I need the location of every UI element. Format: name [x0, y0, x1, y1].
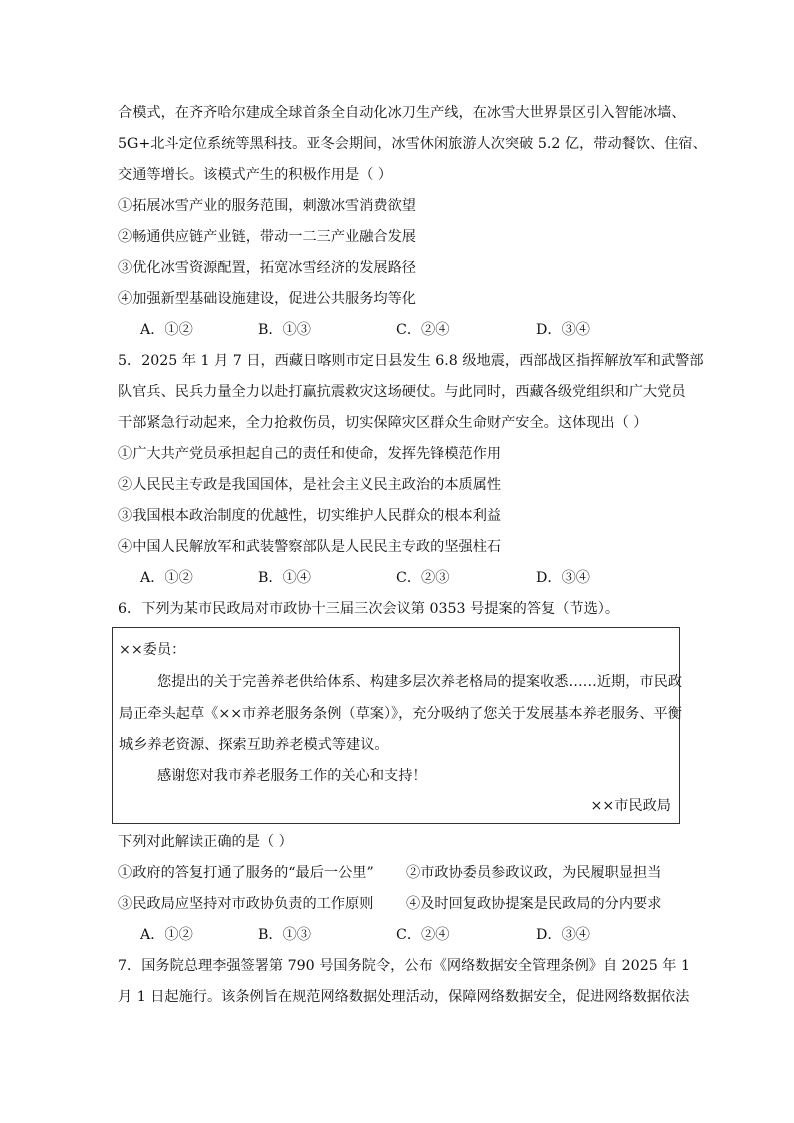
- q5-statement-1: ①广大共产党员承担起自己的责任和使命，发挥先锋模范作用: [118, 446, 502, 462]
- q6-box-body-line-2: 局正牵头起草《××市养老服务条例（草案）》，充分吸纳了您关于发展基本养老服务、平衡: [119, 706, 682, 722]
- q6-statement-4: ④及时回复政协提案是民政局的分内要求: [406, 896, 662, 912]
- q6-reply-box: [112, 627, 680, 824]
- q5-option-c: C．②③: [396, 570, 450, 586]
- q5-option-d: D．③④: [536, 570, 590, 586]
- q6-intro: 6．下列为某市民政局对市政协十三届三次会议第 0353 号提案的答复（节选）。: [118, 601, 620, 617]
- q5-option-b: B．①④: [258, 570, 311, 586]
- q6-box-signature: ××市民政局: [590, 798, 671, 814]
- q6-option-d: D．③④: [536, 927, 590, 943]
- q4-line-2: 5G+北斗定位系统等黑科技。亚冬会期间，冰雪休闲旅游人次突破 5.2 亿，带动餐饮、住宿、: [118, 136, 707, 152]
- q4-statement-4: ④加强新型基础设施建设，促进公共服务均等化: [118, 291, 416, 307]
- q4-option-c: C．②④: [396, 322, 450, 338]
- q5-line-3: 干部紧急行动起来，全力抢救伤员，切实保障灾区群众生命财产安全。这体现出（ ）: [118, 415, 648, 431]
- q4-statement-3: ③优化冰雪资源配置，拓宽冰雪经济的发展路径: [118, 260, 416, 276]
- q7-line-1: 7．国务院总理李强签署第 790 号国务院令，公布《网络数据安全管理条例》自 2025 年 1: [118, 958, 690, 974]
- q4-statement-1: ①拓展冰雪产业的服务范围，刺激冰雪消费欲望: [118, 198, 416, 214]
- q5-statement-4: ④中国人民解放军和武装警察部队是人民民主专政的坚强柱石: [118, 539, 502, 555]
- q6-box-body-line-1: 您提出的关于完善养老供给体系、构建多层次养老格局的提案收悉……近期，市民政: [157, 674, 682, 690]
- q6-option-a: A．①②: [140, 927, 193, 943]
- q6-option-b: B．①③: [258, 927, 311, 943]
- q6-box-body-line-3: 城乡养老资源、探索互助养老模式等建议。: [119, 737, 389, 753]
- q4-line-3: 交通等增长。该模式产生的积极作用是（ ）: [118, 167, 393, 183]
- q5-option-a: A．①②: [140, 570, 193, 586]
- q4-line-1: 合模式，在齐齐哈尔建成全球首条全自动化冰刀生产线，在冰雪大世界景区引入智能冰墙、: [118, 105, 686, 121]
- q5-line-1: 5．2025 年 1 月 7 日，西藏日喀则市定日县发生 6.8 级地震，西部战区指挥解放军和武警部: [118, 353, 704, 369]
- q4-option-a: A．①②: [140, 322, 193, 338]
- q6-option-c: C．②④: [396, 927, 450, 943]
- q4-statement-2: ②畅通供应链产业链，带动一二三产业融合发展: [118, 229, 416, 245]
- q6-box-salutation: ××委员：: [119, 642, 186, 658]
- q7-line-2: 月 1 日起施行。该条例旨在规范网络数据处理活动，保障网络数据安全，促进网络数据依法: [118, 989, 690, 1005]
- q6-statement-3: ③民政局应坚持对市政协负责的工作原则: [118, 896, 374, 912]
- q6-question: 下列对此解读正确的是（ ）: [118, 834, 293, 850]
- q5-statement-2: ②人民民主专政是我国国体，是社会主义民主政治的本质属性: [118, 477, 502, 493]
- q6-box-thanks: 感谢您对我市养老服务工作的关心和支持！: [157, 768, 427, 784]
- q4-option-b: B．①③: [258, 322, 311, 338]
- q5-line-2: 队官兵、民兵力量全力以赴打赢抗震救灾这场硬仗。与此同时，西藏各级党组织和广大党员: [118, 384, 686, 400]
- q4-option-d: D．③④: [536, 322, 590, 338]
- q5-statement-3: ③我国根本政治制度的优越性，切实维护人民群众的根本利益: [118, 508, 502, 524]
- q6-statement-2: ②市政协委员参政议政，为民履职显担当: [406, 865, 662, 881]
- q6-statement-1: ①政府的答复打通了服务的“最后一公里”: [118, 865, 374, 881]
